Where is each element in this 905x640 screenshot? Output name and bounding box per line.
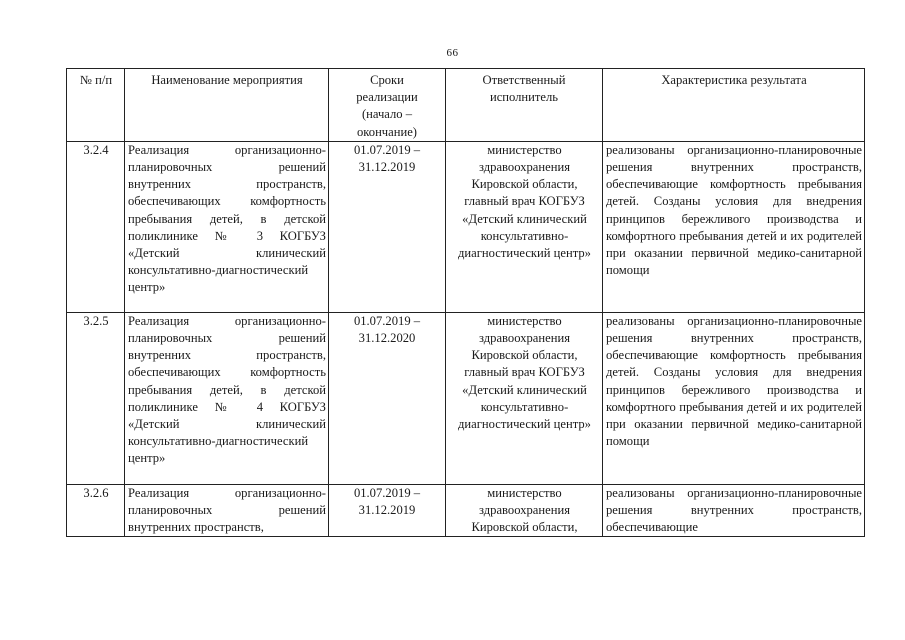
- row-result: реализованы организационно-планировочные решения внутренних пространств, обеспечивающие комфортность пребывания детей. Созданы условия для внедрения принципов бережливого производства и комфортного пребывания детей и их родителей при оказании первичной медико-санитарной помощи: [603, 312, 865, 484]
- header-dates: Сроки реализации (начало – окончание): [329, 69, 446, 142]
- row-dates: 01.07.2019 – 31.12.2019: [329, 141, 446, 312]
- table-row: [67, 312, 865, 484]
- activities-table: [66, 68, 865, 537]
- row-responsible: министерство здравоохранения Кировской области, главный врач КОГБУЗ «Детский клинический консультативно-диагностический центр»: [446, 141, 603, 312]
- row-number: 3.2.6: [67, 484, 125, 537]
- row-activity-name: Реализация организационно-планировочных решений внутренних пространств,: [125, 484, 329, 537]
- row-number: 3.2.5: [67, 312, 125, 484]
- row-result: реализованы организационно-планировочные решения внутренних пространств, обеспечивающие: [603, 484, 865, 537]
- header-result: Характеристика результата: [603, 69, 865, 142]
- row-dates: 01.07.2019 – 31.12.2020: [329, 312, 446, 484]
- row-responsible: министерство здравоохранения Кировской области, главный врач КОГБУЗ «Детский клинический консультативно-диагностический центр»: [446, 312, 603, 484]
- header-activity-name: Наименование мероприятия: [125, 69, 329, 142]
- row-number: 3.2.4: [67, 141, 125, 312]
- row-responsible: министерство здравоохранения Кировской области,: [446, 484, 603, 537]
- row-activity-name: Реализация организационно-планировочных решений внутренних пространств, обеспечивающих комфортность пребывания детей, в детской поликлинике № 3 КОГБУЗ «Детский клинический консультативно-диагностический центр»: [125, 141, 329, 312]
- table-row: [67, 484, 865, 537]
- row-dates: 01.07.2019 – 31.12.2019: [329, 484, 446, 537]
- header-number: № п/п: [67, 69, 125, 142]
- header-responsible: Ответственный исполнитель: [446, 69, 603, 142]
- table-header-row: [67, 69, 865, 142]
- page-number: 66: [446, 47, 459, 59]
- row-activity-name: Реализация организационно-планировочных решений внутренних пространств, обеспечивающих комфортность пребывания детей, в детской поликлинике № 4 КОГБУЗ «Детский клинический консультативно-диагностический центр»: [125, 312, 329, 484]
- row-result: реализованы организационно-планировочные решения внутренних пространств, обеспечивающие комфортность пребывания детей. Созданы условия для внедрения принципов бережливого производства и комфортного пребывания детей и их родителей при оказании первичной медико-санитарной помощи: [603, 141, 865, 312]
- table-row: [67, 141, 865, 312]
